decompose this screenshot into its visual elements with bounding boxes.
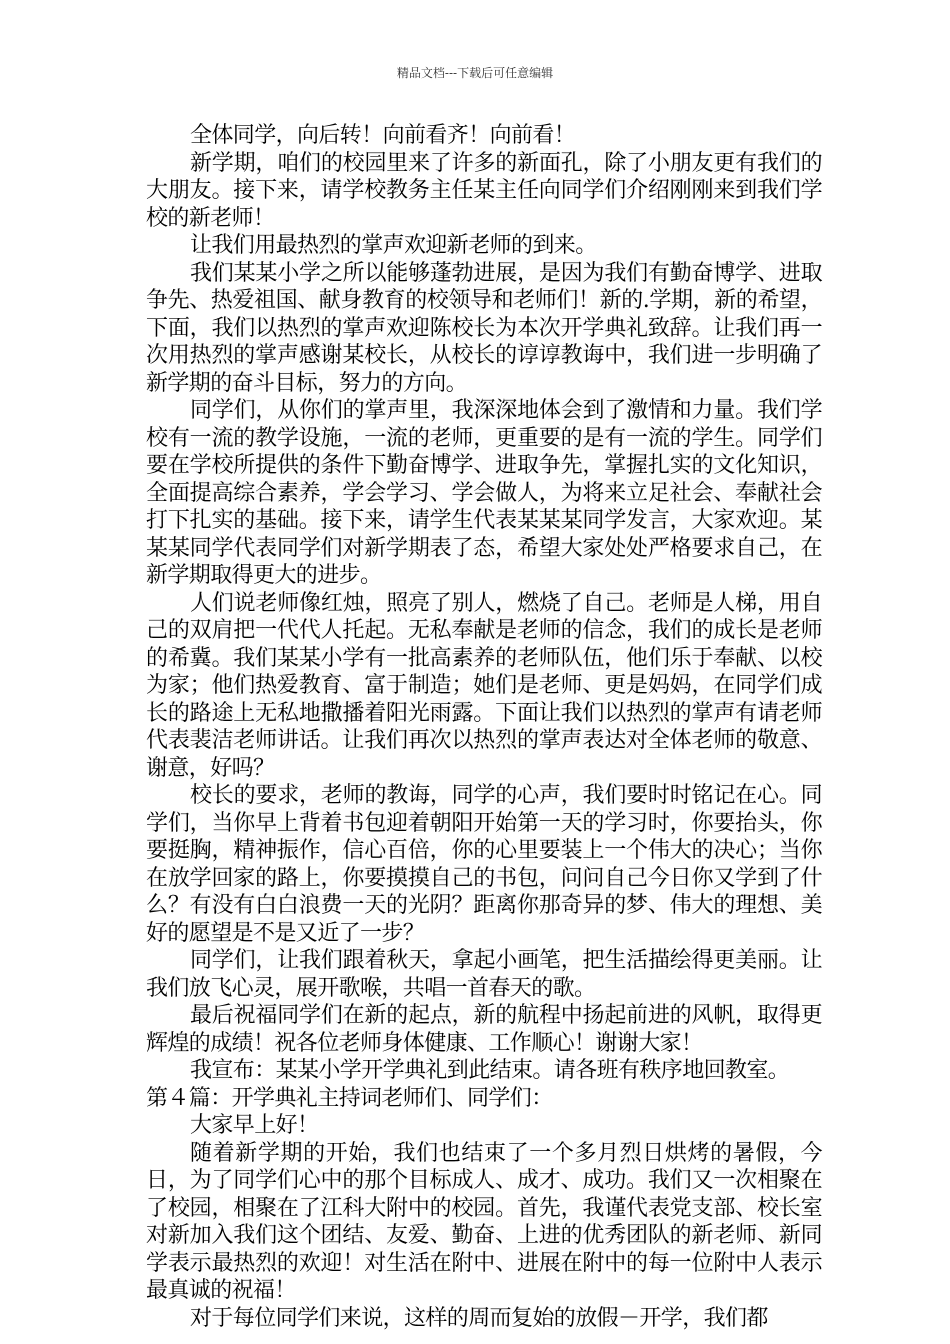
- paragraph: 同学们，从你们的掌声里，我深深地体会到了激情和力量。我们学校有一流的教学设施，一流的老师，更重要的是有一流的学生。同学们要在学校所提供的条件下勤奋博学、进取争先，掌握扎实的文化知识，全面提高综合素养，学会学习、学会做人，为将来立足社会、奉献社会打下扎实的基础。接下来，请学生代表某某某同学发言，大家欢迎。某某某同学代表同学们对新学期表了态，希望大家处处严格要求自己，在新学期取得更大的进步。: [146, 398, 822, 588]
- page-header: 精品文档---下载后可任意编辑: [396, 66, 554, 80]
- paragraph: 同学们，让我们跟着秋天，拿起小画笔，把生活描绘得更美丽。让我们放飞心灵，展开歌喉，共唱一首春天的歌。: [146, 948, 822, 1001]
- paragraph: 新学期，咱们的校园里来了许多的新面孔，除了小朋友更有我们的大朋友。接下来，请学校教务主任某主任向同学们介绍刚刚来到我们学校的新老师！: [146, 150, 822, 231]
- paragraph: 对于每位同学们来说，这样的周而复始的放假－开学，我们都: [190, 1305, 768, 1331]
- section-heading: 第４篇：开学典礼主持词老师们、同学们：: [146, 1085, 553, 1111]
- paragraph: 大家早上好！: [190, 1113, 319, 1138]
- document-body: [146, 122, 822, 1332]
- paragraph: 最后祝福同学们在新的起点，新的航程中扬起前进的风帆，取得更辉煌的成绩！祝各位老师身体健康、工作顺心！谢谢大家！: [146, 1003, 822, 1056]
- paragraph: 让我们用最热烈的掌声欢迎新老师的到来。: [190, 233, 597, 258]
- paragraph: 随着新学期的开始，我们也结束了一个多月烈日烘烤的暑假，今日，为了同学们心中的那个目标成人、成才、成功。我们又一次相聚在了校园，相聚在了江科大附中的校园。首先，我谨代表党支部、校长室对新加入我们这个团结、友爱、勤奋、上进的优秀团队的新老师、新同学表示最热烈的欢迎！对生活在附中、进展在附中的每一位附中人表示最真诚的祝福！: [146, 1140, 822, 1303]
- paragraph: 校长的要求，老师的教诲，同学的心声，我们要时时铭记在心。同学们，当你早上背着书包迎着朝阳开始第一天的学习时，你要抬头，你要挺胸，精神振作，信心百倍，你的心里要装上一个伟大的决心；当你在放学回家的路上，你要摸摸自己的书包，问问自己今日你又学到了什么？有没有白白浪费一天的光阴？距离你那奇异的梦、伟大的理想、美好的愿望是不是又近了一步？: [146, 783, 822, 946]
- paragraph: 全体同学，向后转！向前看齐！向前看！: [190, 123, 576, 148]
- paragraph: 我们某某小学之所以能够蓬勃进展，是因为我们有勤奋博学、进取争先、热爱祖国、献身教育的校领导和老师们！新的.学期，新的希望，下面，我们以热烈的掌声欢迎陈校长为本次开学典礼致辞。让我们再一次用热烈的掌声感谢某校长，从校长的谆谆教诲中，我们进一步明确了新学期的奋斗目标，努力的方向。: [146, 260, 822, 396]
- paragraph: 人们说老师像红烛，照亮了别人，燃烧了自己。老师是人梯，用自己的双肩把一代代人托起。无私奉献是老师的信念，我们的成长是老师的希冀。我们某某小学有一批高素养的老师队伍，他们乐于奉献、以校为家；他们热爱教育、富于制造；她们是老师、更是妈妈，在同学们成长的路途上无私地撒播着阳光雨露。下面让我们以热烈的掌声有请老师代表裴洁老师讲话。让我们再次以热烈的掌声表达对全体老师的敬意、谢意，好吗？: [146, 590, 822, 781]
- paragraph: 我宣布：某某小学开学典礼到此结束。请各班有秩序地回教室。: [190, 1058, 790, 1083]
